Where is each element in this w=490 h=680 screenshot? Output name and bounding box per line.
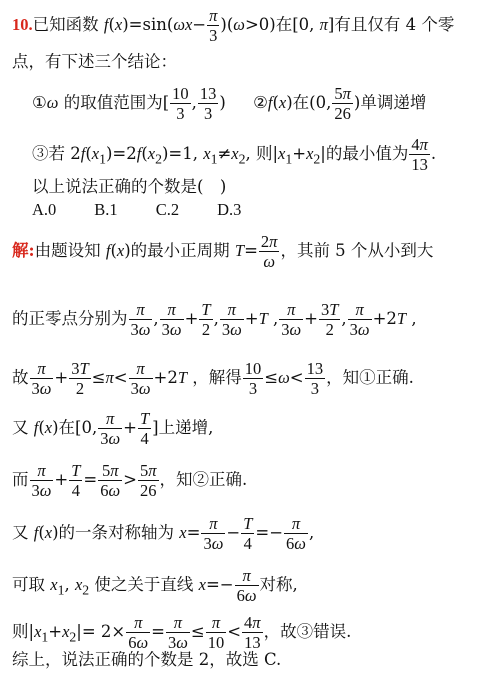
solution-line-2: 的正零点分别为 $\frac{\pi}{3\omega}$ , $\frac{\pi}{3\omega}$ + $\frac{T}{2}$ , $\frac{\pi}{3\omega}$ +T , $\frac{\pi}{3\omega}$ + $\frac{3T}{2}$ , $\frac{\pi}{3\omega}$ +2T , [12,300,417,339]
problem-stem-line-1: 10.已知函数 f(x)=sin(ωx− $\frac{\pi}{3}$ )(ω>0)在[0, π]有且仅有 4 个零 [12,6,455,45]
solution-line-7: 可取 $x_1$, $x_2$ 使之关于直线 x=− $\frac{\pi}{6\omega}$ 对称, [12,566,298,605]
solution-line-6: 又 f(x)的一条对称轴为 x= $\frac{\pi}{3\omega}$ − $\frac{T}{4}$ =− $\frac{\pi}{6\omega}$ , [12,514,315,553]
solution-line-9: 综上，说法正确的个数是 2，故选 C. [12,650,282,669]
solution-line-4: 又 f(x)在[0, $\frac{\pi}{3\omega}$ + $\frac{T}{4}$ ]上递增, [12,409,214,448]
solution-line-1: 解:由题设知 f(x)的最小正周期 T= $\frac{2\pi}{\omega}$ ，其前 5 个从小到大 [12,232,434,271]
question-text: 以上说法正确的个数是( ) [32,177,227,196]
solution-line-8: 则$|x_1+x_2|= 2\times$ $\frac{\pi}{6\omega}$ = $\frac{\pi}{3\omega}$ ≤ $\frac{\pi}{10}$ < $\frac{4\pi}{13}$ ，故③错误. [12,613,352,652]
option-d: D.3 [217,200,242,219]
conclusion-1-2: ①ω 的取值范围为[ $\frac{10}{3}$ , $\frac{13}{3}$ ) ②f(x)在(0, $\frac{5\pi}{26}$ )单调递增 [32,84,427,123]
problem-stem-line-2: 点，有下述三个结论： [12,52,177,71]
solution-line-5: 而 $\frac{\pi}{3\omega}$ + $\frac{T}{4}$ = $\frac{5\pi}{6\omega}$ > $\frac{5\pi}{26}$ ，知②正确. [12,461,248,500]
option-b: B.1 [94,200,118,219]
option-c: C.2 [155,200,180,219]
conclusion-3: ③若 $2f(x_1)=2f(x_2)=1$, $x_1\ne x_2$, 则$|x_1+x_2|$的最小值为 $\frac{4\pi}{13}$ . [32,135,437,174]
solution-line-3: 故 $\frac{\pi}{3\omega}$ + $\frac{3T}{2}$ ≤π< $\frac{\pi}{3\omega}$ +2T ，解得 $\frac{10}{3}$ ≤ω< $\frac{13}{3}$ ，知①正确. [12,359,414,398]
option-a: A.0 [32,200,57,219]
solution-label: 解: [12,241,35,260]
problem-number: 10. [12,15,33,34]
options-row [32,200,241,220]
